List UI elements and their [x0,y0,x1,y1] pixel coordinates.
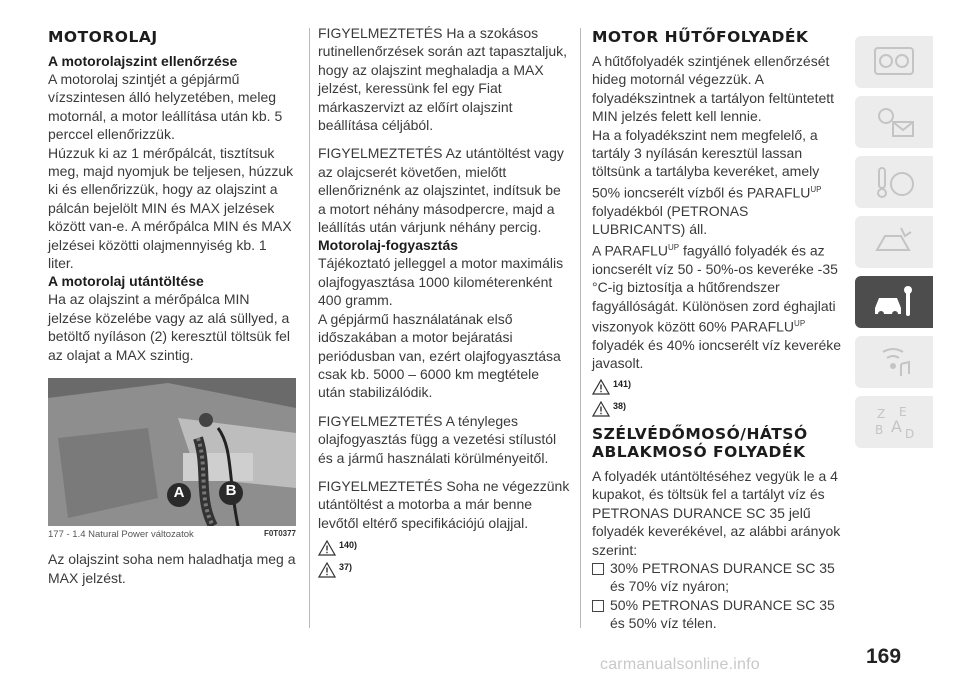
text-run: folyadékból (PETRONAS LUBRICANTS) áll. [592,202,749,238]
car-crash-icon [871,222,917,262]
text-run: fagyálló folyadék és az ioncserélt víz 50 - 50%-os keveréke -35 °C-ig biztosítja a hűtőrendszer fagyállóságát. Különösen zord éghajlati viszonyok között 60% PARAFLU [592,242,838,335]
superscript: UP [810,184,822,194]
engine-photo [48,378,296,526]
tab-emergency[interactable] [855,216,933,268]
paragraph: FIGYELMEZTETÉS Az utántöltést vagy az olajcserét követően, mielőtt ellenőriznénk az olajszintet, indítsuk be a motort néhány másodpercre, majd a leállítás után várjunk néhány percig. [318,145,564,236]
figure-code: F0T0377 [263,529,296,539]
key-seat-icon [871,162,917,202]
chapter-tabs [855,36,933,456]
warning-triangle-icon [592,401,610,417]
column-coolant [592,28,844,633]
svg-text:E: E [899,405,907,419]
superscript: UP [794,319,806,328]
warning-number: 38) [613,400,627,411]
warning-ref[interactable] [592,379,844,401]
svg-text:B: B [875,423,884,437]
figure-caption [48,529,296,540]
warning-triangle-icon [318,540,336,556]
column-motor-oil [48,28,296,587]
list-item-text: 50% PETRONAS DURANCE SC 35 és 50% víz télen. [610,596,835,632]
index-icon [871,402,917,442]
subheading: Motorolaj-fogyasztás [318,237,459,254]
paragraph: FIGYELMEZTETÉS A tényleges olajfogyasztás függ a vezetési stílustól és a jármű használati körülményeitől. [318,412,557,466]
warning-number: 141) [613,378,632,389]
svg-text:D: D [905,427,915,441]
car-maintenance-icon [871,282,917,322]
paragraph: A folyadék utántöltéséhez vegyük le a 4 kupakot, és töltsük fel a tartályt víz és PETRONAS DURANCE SC 35 jelű folyadék keverékével, az alábbi arányok szerint: [592,467,841,558]
warning-number: 140) [339,540,358,551]
paragraph: FIGYELMEZTETÉS Soha ne végezzünk utántöltést a motorba a már benne levőtől eltérő specifikációjú olajjal. [318,477,570,531]
column-divider [309,28,310,628]
paragraph: Az olajszint soha nem haladhatja meg a MAX jelzést. [48,551,296,586]
watermark: carmanualsonline.info [600,656,760,673]
subheading: A motorolaj utántöltése [48,273,204,290]
multimedia-icon [871,342,917,382]
warning-triangle-icon [592,379,610,395]
dashboard-icon [871,42,917,82]
tab-multimedia[interactable] [855,336,933,388]
tab-index[interactable] [855,396,933,448]
warning-lights-icon [871,102,917,142]
paragraph: A motorolaj szintjét a gépjármű vízszintesen álló helyzetében, meleg motornál, a motor leállítása után kb. 5 perccel ellenőrizzük. [48,71,283,143]
list-item [592,559,844,596]
warning-triangle-icon [318,562,336,578]
superscript: UP [668,242,680,252]
page-number: 169 [866,645,902,668]
checkbox-bullet-icon [592,600,604,612]
warning-ref[interactable] [318,540,570,562]
paragraph [592,126,844,239]
section-heading: MOTOROLAJ [48,28,158,46]
callout-a: A [173,484,185,502]
checkbox-bullet-icon [592,563,604,575]
paragraph: Ha az olajszint a mérőpálca MIN jelzése közelébe vagy az alá süllyed, a betöltő nyíláson (2) keresztül töltsük fel az olajat a MAX szintig. [48,291,291,363]
text-run: Ha a folyadékszint nem megfelelő, a tartály 3 nyílásán keresztül lassan töltsünk a tartályba keveréket, amely 50% ioncserélt vízből és PARAFLU [592,126,820,201]
paragraph: Húzzuk ki az 1 mérőpálcát, tisztítsuk meg, majd nyomjuk be teljesen, húzzuk ki és ellenőrizzük, hogy az olajszint a pálcán bejelölt MIN és MAX jelzések között van-e. A mérőpálca MIN és MAX jelzései közötti olajmennyiség kb. 1 liter. [48,144,294,272]
text-run: folyadék és 40% ioncserélt víz keveréke javasolt. [592,337,842,372]
engine-illustration [48,378,296,526]
column-warnings [318,24,570,584]
paragraph: FIGYELMEZTETÉS Ha a szokásos rutinellenőrzések során azt tapasztaljuk, hogy az olajszint meghaladja a MAX jelzést, keressünk fel egy Fiat márkaszervizt az előírt olajszint beállítása céljából. [318,25,568,134]
section-heading: MOTOR HŰTŐFOLYADÉK [592,28,809,46]
warning-ref[interactable] [592,401,844,423]
warning-number: 37) [339,562,353,573]
tab-maintenance[interactable] [855,276,933,328]
subheading: A motorolajszint ellenőrzése [48,53,238,69]
tab-dashboard[interactable] [855,36,933,88]
paragraph: A gépjármű használatának első időszakában a motor bejáratási periódusban van, ezért olajfogyasztása csak kb. 5000 – 6000 km megtétele után stabilizálódik. [318,310,561,401]
text-run: A PARAFLU [592,242,668,259]
list-item-text: 30% PETRONAS DURANCE SC 35 és 70% víz nyáron; [610,559,835,595]
column-divider [580,28,581,628]
section-heading: SZÉLVÉDŐMOSÓ/HÁTSÓ ABLAKMOSÓ FOLYADÉK [592,424,808,461]
tab-warning-lights[interactable] [855,96,933,148]
tab-safety[interactable] [855,156,933,208]
paragraph [592,239,844,373]
svg-text:Z: Z [877,407,886,421]
list-item [592,596,844,633]
caption-text: 177 - 1.4 Natural Power változatok [48,529,194,541]
paragraph: Tájékoztató jelleggel a motor maximális olajfogyasztása 1000 kilométerenként 400 gramm. [318,255,564,309]
svg-text:A: A [891,417,902,436]
paragraph: A hűtőfolyadék szintjének ellenőrzését hideg motornál végezzük. A folyadékszintnek a tartályon feltüntetett MIN jelzés felett kell lennie. [592,53,835,125]
callout-b: B [225,482,237,500]
warning-ref[interactable] [318,562,570,584]
